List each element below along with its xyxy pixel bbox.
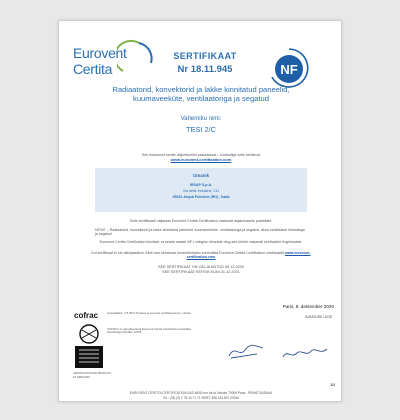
- logo-arc-icon: [117, 39, 155, 81]
- footer-address: EUROVENT CERTITA CERTIFICATION SAS 48/50 rue de la Victoire 75009 Paris - PRANTSUSMAA: [129, 391, 273, 395]
- nf-logo-text: NF: [280, 62, 298, 77]
- owner-street: Via delle Industrie, 211: [182, 189, 220, 193]
- nf-mark-icon: [268, 47, 310, 89]
- cofrac-note-2: COFRAC on akrediteerinud Eurovent Certita Certification kooskõlas standardiga ISO/IEC 17065: [107, 327, 191, 335]
- owner-title: Omanik: [192, 173, 210, 178]
- certificate-number: Nr 18.11.945: [177, 64, 233, 75]
- body-paragraph-4-link[interactable]: www.eurovent-certification.com: [186, 251, 311, 260]
- place-date: Paris, 8. detsember 2020: [282, 304, 334, 309]
- issue-date-line: SEE SERTIFIKAAT ON VÄLJA ANTUD 06.12.2020: [158, 265, 244, 269]
- logo-line-1: Eurovent: [73, 45, 127, 61]
- eurovent-certita-logo: [73, 43, 151, 83]
- expiry-date-line: SEE SERTIFIKAAT KEHTIB KUNI 31.12.2021: [162, 270, 240, 274]
- owner-city: 45031 Arquà Polesine (RO) , Italia: [172, 195, 230, 199]
- owner-box: [95, 168, 307, 212]
- page-number: 1/2: [330, 383, 335, 387]
- body-paragraph-3: Eurovent Certita Certification kinnitab, et seade vastab NF-i märgise nõuetele ning see kehtib vastavalt kehtivatele tingimustele.: [99, 240, 303, 244]
- cofrac-logo-icon: [73, 310, 105, 370]
- body-paragraph-2: NF047 – Radiaatorid, konvektorid ja lakke kinnitatud paneelid, kuumaveeküte, ventilaatoriga ja segatud, akud ventilaatori ülekattega ja segatud: [95, 228, 305, 237]
- issued-note: See dokument kehtib üldjuhtumitel kasutatavat – kontrollige selle kehtivust: [141, 153, 261, 157]
- range-value: TESI 2/C: [186, 125, 216, 134]
- cofrac-caption: CERTIFICATION DE PRODUITS ET SERVICES: [73, 372, 112, 380]
- body-paragraph-4-text: Kui sertifikaat ei ole allkirjastatud, tuleb see kehtivuse kontrollimiseks kontrollida Eurovent Certita Certification veebisaidilt: [91, 251, 284, 255]
- issued-link[interactable]: www.eurovent-certification.com: [170, 157, 232, 162]
- owner-company: IRSAP S.p.A.: [189, 183, 213, 187]
- cofrac-note-1: Accréditation n°5-0517 Toodete ja teenuste sertifitseerimine, nõutav: [107, 311, 191, 315]
- cofrac-logo-text: cofrac: [74, 311, 99, 320]
- certificate-page: [58, 20, 342, 402]
- logo-line-2: Certita: [73, 61, 113, 77]
- body-paragraph-4: [89, 251, 313, 260]
- certificate-title: SERTIFIKAAT: [173, 51, 237, 61]
- signature-1: [227, 342, 265, 360]
- footer-contact: Tel.: (33) (0) 1 75 44 71 71 SIRET 828 153 807 00018: [162, 396, 240, 400]
- body-paragraph-1: Selle sertifikaadi väljastas Eurovent Certita Certification vastavalt asjakohasele praktikale.: [129, 219, 273, 223]
- product-subtitle: Radiaatorid, konvektorid ja lakke kinnitatud paneelid, kuumaveeküte, ventilaatoriga ja segatud: [112, 85, 290, 103]
- signatory-title: JUHATUSE LIIGE: [304, 315, 332, 319]
- signature-2: [281, 345, 329, 361]
- range-label: Vahemiku nimi:: [180, 116, 222, 122]
